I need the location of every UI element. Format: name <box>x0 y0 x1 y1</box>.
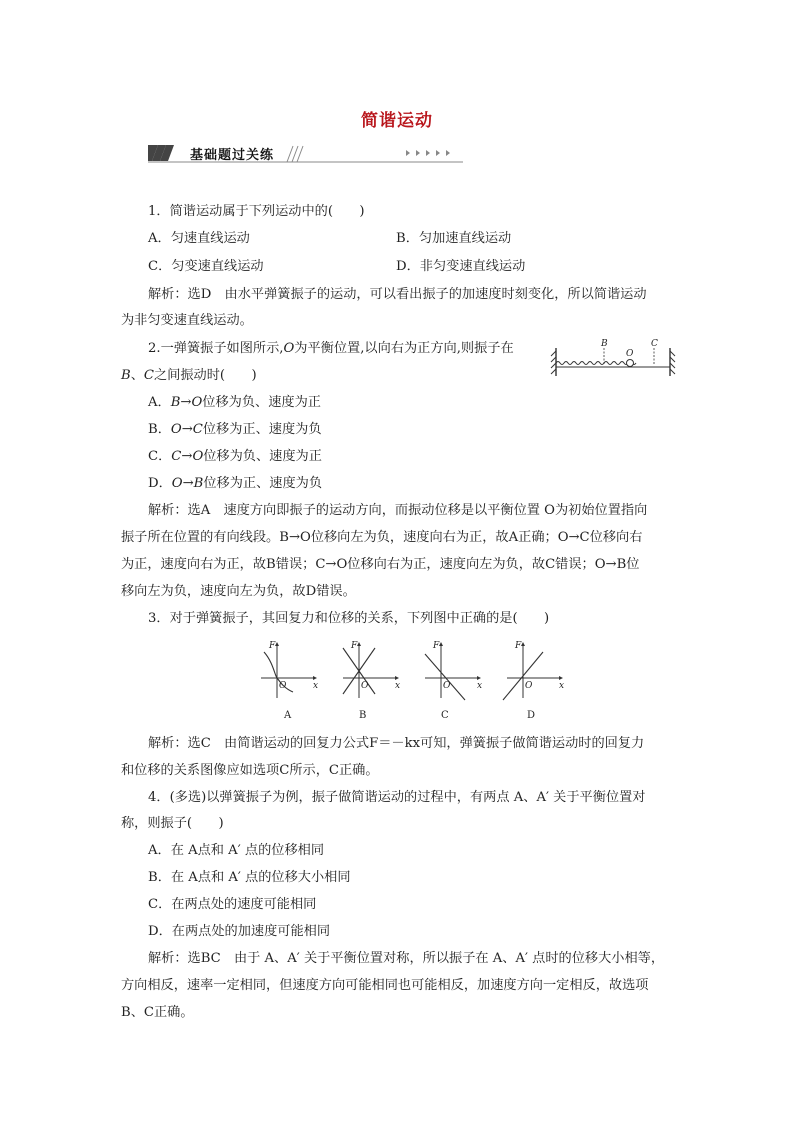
graph-d-o-label: O <box>525 681 533 691</box>
q4-option-b: B．在 A点和 A′ 点的位移大小相同 <box>148 870 351 885</box>
q4-stem-2: 称，则振子( ) <box>121 816 224 831</box>
fig-label-c: C <box>651 339 658 349</box>
graph-d-x-label: x <box>559 681 565 691</box>
graph-d-f-label: F <box>515 641 522 651</box>
q1-option-b: B．匀加速直线运动 <box>396 231 512 246</box>
graph-c <box>425 641 482 721</box>
fig-label-b: B <box>601 339 608 349</box>
q2-option-a: A．B→O位移为负、速度为正 <box>148 395 321 410</box>
graph-a-f-label: F <box>269 641 276 651</box>
q1-option-d: D．非匀变速直线运动 <box>396 259 526 274</box>
q4-option-d: D．在两点处的加速度可能相同 <box>148 924 331 939</box>
graph-d-letter: D <box>527 710 536 721</box>
q4-explanation-1: 解析：选BC 由于 A、A′ 关于平衡位置对称，所以振子在 A、A′ 点时的位移大小相等， <box>148 951 665 966</box>
q1-explanation-2: 为非匀变速直线运动。 <box>121 313 253 328</box>
page-title: 简谐运动 <box>361 111 433 131</box>
q1-option-c: C．匀变速直线运动 <box>148 259 264 274</box>
graph-b-x-label: x <box>395 681 401 691</box>
q1-stem: 1．简谐运动属于下列运动中的( ) <box>148 204 365 219</box>
graph-b <box>343 641 400 721</box>
graph-c-letter: C <box>441 710 449 721</box>
q2-explanation-3: 为正，速度向右为正，故B错误；C→O位移向右为正，速度向左为负，故C错误；O→B位 <box>121 557 640 572</box>
q4-option-c: C．在两点处的速度可能相同 <box>148 897 317 912</box>
graph-c-x-label: x <box>477 681 483 691</box>
q2-option-b: B．O→C位移为正、速度为负 <box>148 422 322 437</box>
banner-label: 基础题过关练 <box>190 148 275 163</box>
q1-explanation-1: 解析：选D 由水平弹簧振子的运动，可以看出振子的加速度时刻变化，所以简谐运动 <box>148 287 647 302</box>
q3-stem: 3．对于弹簧振子，其回复力和位移的关系，下列图中正确的是( ) <box>148 611 550 626</box>
q2-stem-2: B、C之间振动时( ) <box>121 368 257 383</box>
force-displacement-graphs <box>255 638 575 722</box>
graph-b-f-label: F <box>351 641 358 651</box>
q4-explanation-3: B、C正确。 <box>121 1005 194 1020</box>
q4-explanation-2: 方向相反，速率一定相同，但速度方向可能相同也可能相反，加速度方向一定相反，故选项 <box>121 978 649 993</box>
graph-a-letter: A <box>284 710 292 721</box>
q3-explanation-2: 和位移的关系图像应如选项C所示，C正确。 <box>121 763 379 778</box>
q2-explanation-4: 移向左为负，速度向左为负，故D错误。 <box>121 584 356 599</box>
q4-stem-1: 4．(多选)以弹簧振子为例，振子做简谐运动的过程中，有两点 A、A′ 关于平衡位置对 <box>148 790 646 805</box>
q2-option-c: C．C→O位移为负、速度为正 <box>148 449 322 464</box>
graph-c-o-label: O <box>443 681 451 691</box>
q2-option-d: D．O→B位移为正、速度为负 <box>148 476 323 491</box>
q2-explanation-1: 解析：选A 速度方向即振子的运动方向，而振动位移是以平衡位置 O为初始位置指向 <box>148 503 648 518</box>
graph-b-letter: B <box>359 710 367 721</box>
q2-stem-1: 2.一弹簧振子如图所示,O为平衡位置,以向右为正方向,则振子在 <box>148 341 514 356</box>
graph-a <box>261 641 318 721</box>
graph-a-o-label: O <box>279 681 287 691</box>
q2-explanation-2: 振子所在位置的有向线段。B→O位移向左为负，速度向右为正，故A正确；O→C位移向右 <box>121 530 643 545</box>
q1-option-a: A．匀速直线运动 <box>148 231 250 246</box>
graph-b-o-label: O <box>361 681 369 691</box>
q3-explanation-1: 解析：选C 由简谐运动的回复力公式F＝－kx可知，弹簧振子做简谐运动时的回复力 <box>148 736 645 751</box>
graph-d <box>503 641 564 721</box>
graph-c-f-label: F <box>433 641 440 651</box>
spring-oscillator-figure <box>548 334 678 380</box>
q4-option-a: A．在 A点和 A′ 点的位移相同 <box>148 843 325 858</box>
graph-a-x-label: x <box>313 681 319 691</box>
fig-label-o: O <box>626 349 634 359</box>
